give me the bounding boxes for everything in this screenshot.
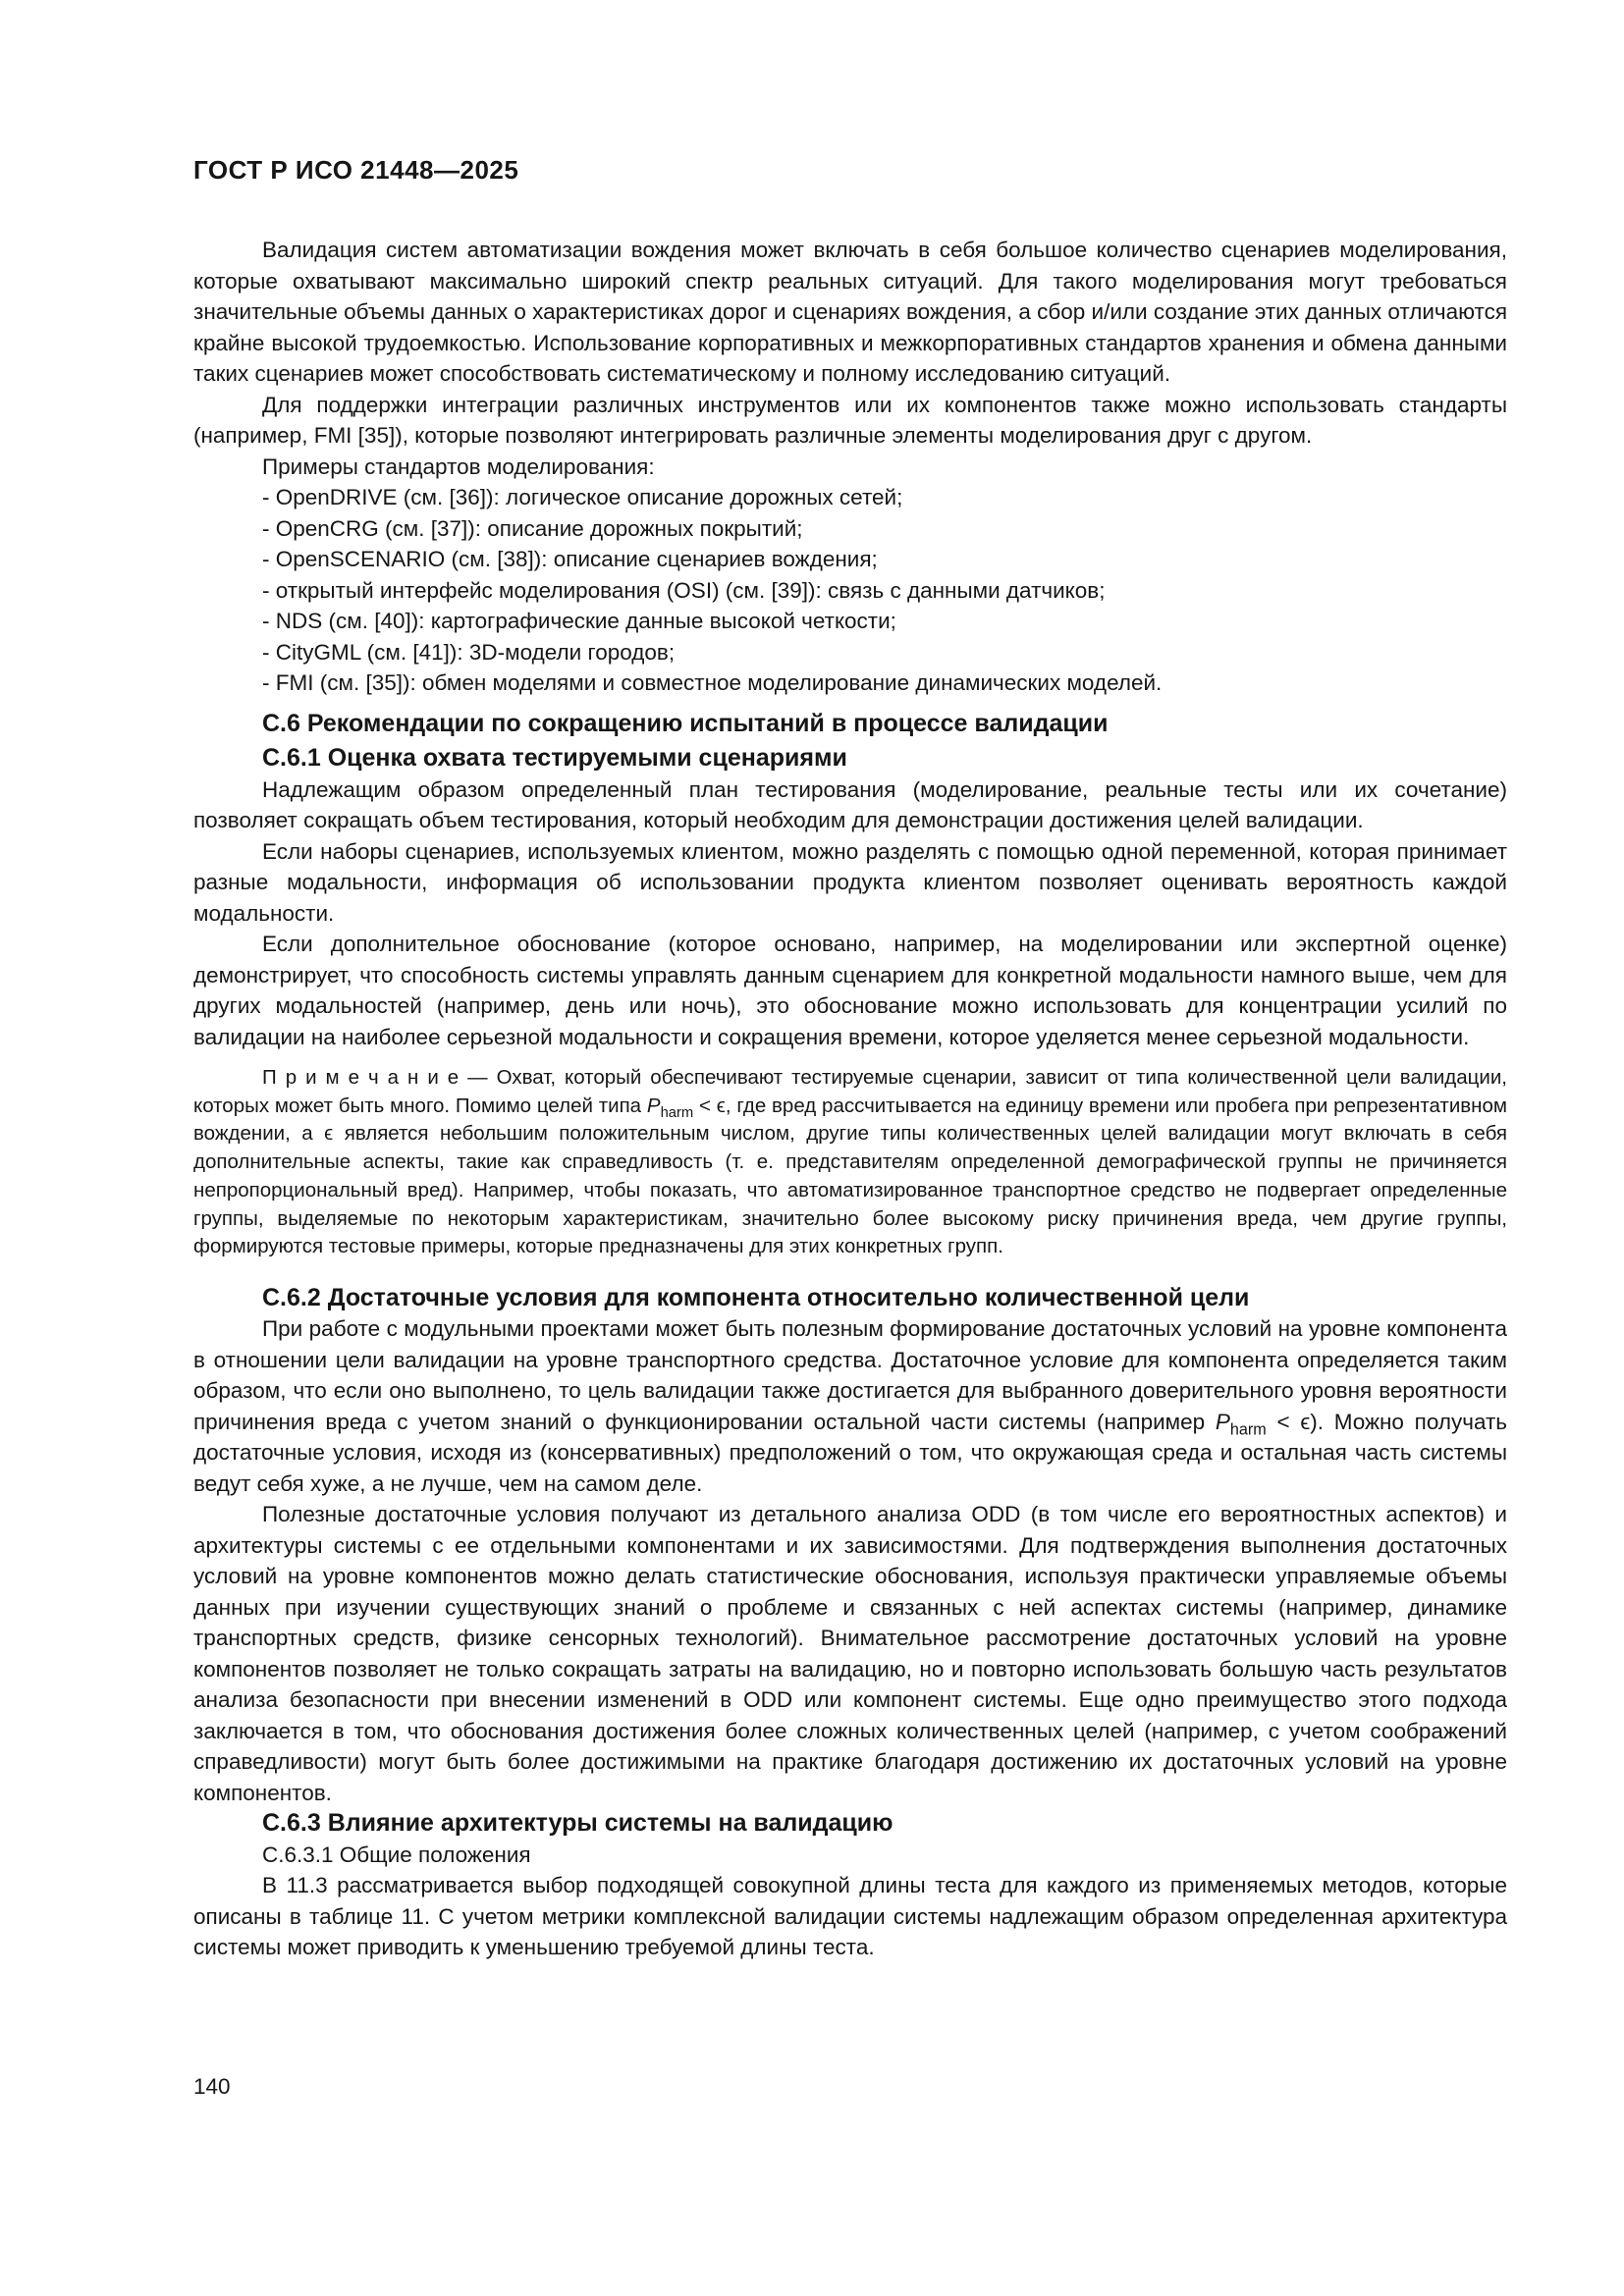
heading-c6-3: С.6.3 Влияние архитектуры системы на валидацию [262, 1809, 893, 1838]
pharm-subscript: harm [1229, 1420, 1267, 1439]
paragraph-modular-projects [193, 1313, 1507, 1499]
list-intro: Примеры стандартов моделирования: [262, 454, 655, 479]
list-item: - OpenSCENARIO (см. [38]): описание сценариев вождения; [262, 547, 878, 571]
modular-text-end: < ϵ). Можно получать достаточные условия, исходя из (консервативных) предположений о том, что окружающая среда и остальная часть системы ведут себя хуже, а не лучше, чем на самом деле. [193, 1409, 1507, 1496]
note-label: П р и м е ч а н и е [262, 1066, 460, 1089]
paragraph-test-length: В 11.3 рассматривается выбор подходящей совокупной длины теста для каждого из применяемых методов, которые описаны в таблице 11. С учетом метрики комплексной валидации системы надлежащим образом определенная архитектура системы может приводить к уменьшению требуемой длины теста. [193, 1873, 1507, 1960]
heading-c6: С.6 Рекомендации по сокращению испытаний в процессе валидации [262, 709, 1109, 737]
list-item: - FMI (см. [35]): обмен моделями и совместное моделирование динамических моделей. [262, 670, 1163, 695]
modeling-standards-list [193, 482, 1507, 699]
heading-c6-2: С.6.2 Достаточные условия для компонента относительно количественной цели [262, 1283, 1250, 1311]
page-number: 140 [193, 2074, 231, 2099]
pharm-variable: P [646, 1094, 661, 1117]
list-item: - CityGML (см. [41]): 3D-модели городов; [262, 639, 676, 665]
pharm-subscript: harm [660, 1104, 694, 1121]
note-text-start: — Охват, который обеспечивают тестируемые сценарии, зависит от типа количественной цели валидации, которых может быть много. Помимо целей типа [193, 1066, 1507, 1117]
paragraph-justification: Если дополнительное обоснование (которое основано, например, на моделировании или экспертной оценке) демонстрирует, что способность системы управлять данным сценарием для конкретной модальности намного выше, чем для других модальностей (например, день или ночь), это обоснование можно использовать для концентрации усилий по валидации на наиболее серьезной модальности и сокращения времени, которое уделяется менее серьезной модальности. [193, 932, 1507, 1049]
paragraph-scenario-sets: Если наборы сценариев, используемых клиентом, можно разделять с помощью одной переменной, которая принимает разные модальности, информация об использовании продукта клиентом позволяет оценивать вероятность каждой модальности. [193, 838, 1507, 926]
note-text-end: < ϵ, где вред рассчитывается на единицу времени или пробега при репрезентативном вождении, а ϵ является небольшим положительным числом, другие типы количественных целей валидации могут включать в себя дополнительные аспекты, такие как справедливость (т. е. представителям определенной демографической группы не причиняется непропорциональный вред). Например, чтобы показать, что автоматизированное транспортное средство не подвергает определенные группы, выделяемые по некоторым характеристикам, значительно более высокому риску причинения вреда, чем другие группы, формируются тестовые примеры, которые предназначены для этих конкретных групп. [193, 1094, 1507, 1258]
paragraph-useful-conditions: Полезные достаточные условия получают из детального анализа ODD (в том числе его вероятностных аспектов) и архитектуры системы с ее отдельными компонентами и их зависимостями. Для подтверждения выполнения достаточных условий на уровне компонентов можно делать статистические обоснования, используя практически управляемые объемы данных при изучении существующих знаний о проблеме и связанных с ней аспектах системы (например, динамике транспортных средств, физике сенсорных технологий). Внимательное рассмотрение достаточных условий на уровне компонентов позволяет не только сокращать затраты на валидацию, но и повторно использовать большую часть результатов анализа безопасности при внесении изменений в ODD или компонент системы. Еще одно преимущество этого подхода заключается в том, что обоснования достижения более сложных количественных целей (например, с учетом соображений справедливости) могут быть более достижимыми на практике благодаря достижению их достаточных условий на уровне компонентов. [193, 1502, 1507, 1805]
list-item: - открытый интерфейс моделирования (OSI) (см. [39]): связь с данными датчиков; [262, 577, 1106, 603]
document-title: ГОСТ Р ИСО 21448—2025 [193, 155, 519, 185]
paragraph-validation: Валидация систем автоматизации вождения может включать в себя большое количество сценариев моделирования, которые охватывают максимально широкий спектр реальных ситуаций. Для такого моделирования могут требоваться значительные объемы данных о характеристиках дорог и сценариях вождения, а сбор и/или создание этих данных отличаются крайне высокой трудоемкостью. Использование корпоративных и межкорпоративных стандартов хранения и обмена данными таких сценариев может способствовать систематическому и полному исследованию ситуаций. [193, 238, 1507, 386]
list-item: - OpenCRG (см. [37]): описание дорожных покрытий; [262, 515, 803, 541]
list-item: - NDS (см. [40]): картографические данные высокой четкости; [262, 609, 896, 633]
note-paragraph [193, 1064, 1507, 1261]
paragraph-fmi-standards: Для поддержки интеграции различных инструментов или их компонентов также можно использовать стандарты (например, FMI [35]), которые позволяют интегрировать различные элементы моделирования друг с другом. [193, 392, 1507, 448]
paragraph-test-plan: Надлежащим образом определенный план тестирования (моделирование, реальные тесты или их сочетание) позволяет сокращать объем тестирования, который необходим для демонстрации достижения целей валидации. [193, 776, 1507, 832]
modular-text-start: При работе с модульными проектами может быть полезным формирование достаточных условий на уровне компонента в отношении цели валидации на уровне транспортного средства. Достаточное условие для компонента определяется таким образом, что если оно выполнено, то цель валидации также достигается для выбранного доверительного уровня вероятности причинения вреда с учетом знаний о функционировании остальной части системы (например [193, 1316, 1507, 1434]
heading-c6-3-1: С.6.3.1 Общие положения [262, 1842, 531, 1867]
list-item: - OpenDRIVE (см. [36]): логическое описание дорожных сетей; [262, 485, 903, 509]
pharm-variable: P [1215, 1409, 1230, 1434]
heading-c6-1: С.6.1 Оценка охвата тестируемыми сценариями [262, 744, 847, 772]
